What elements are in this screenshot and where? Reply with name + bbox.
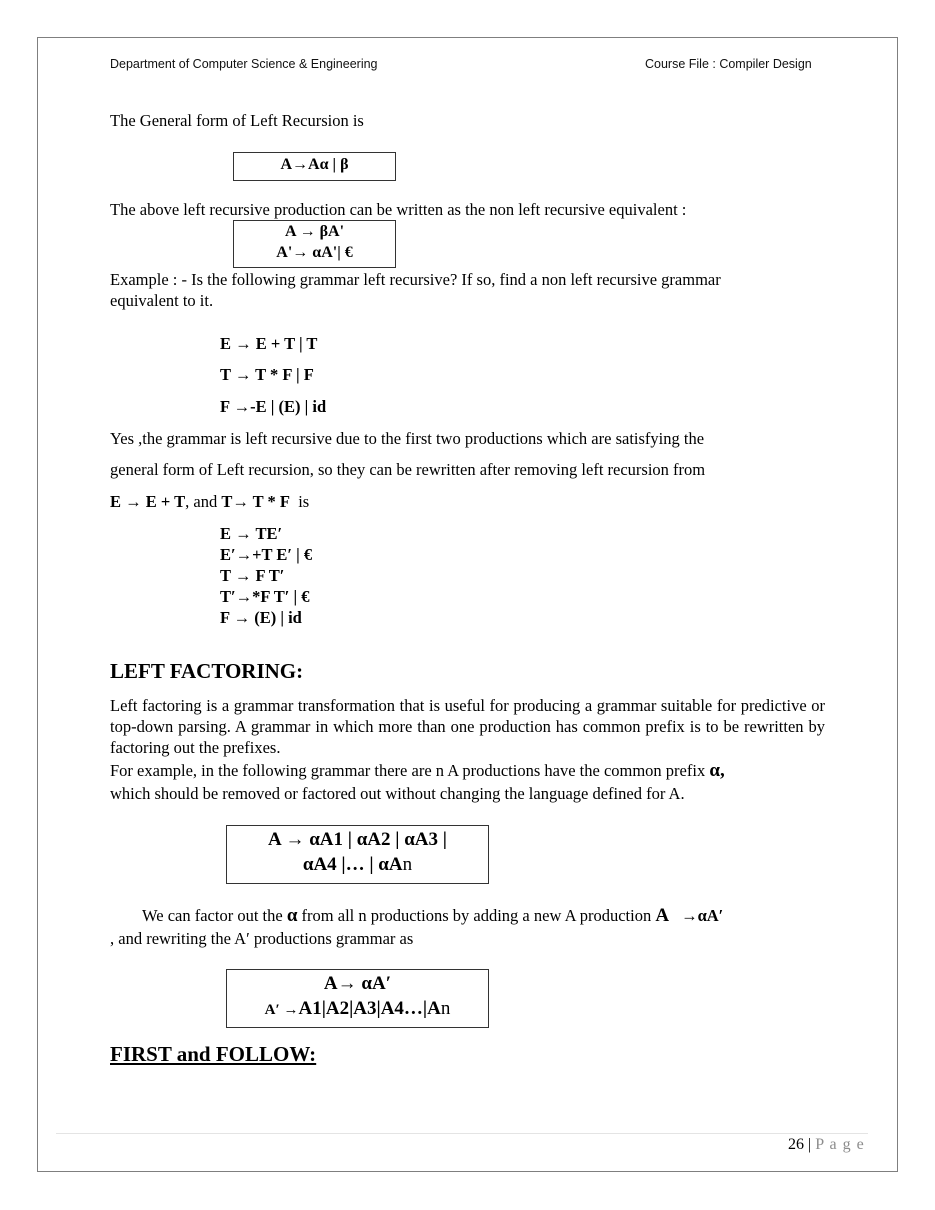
factor-out-text2: from all n productions by adding a new A production xyxy=(297,906,656,925)
page-label: P a g e xyxy=(815,1136,865,1153)
left-factoring-heading: LEFT FACTORING: xyxy=(110,659,304,683)
page-separator: | xyxy=(808,1136,812,1153)
factor-out-line1 xyxy=(142,905,723,926)
answer-and-text: , and xyxy=(185,492,222,511)
example-prefix-text: For example, in the following grammar there are n A productions have the common prefix xyxy=(110,761,710,780)
left-recursion-form: A→Aα | β xyxy=(280,156,349,173)
factor-out-line2: , and rewriting the A′ productions grammar as xyxy=(110,929,414,948)
rewritten-production-5: F → (E) | id xyxy=(220,608,302,627)
grammar-production-f: F →-E | (E) | id xyxy=(220,397,327,416)
left-factoring-para2 xyxy=(110,760,725,781)
rewritten-production-3: T → F T′ xyxy=(220,566,285,585)
left-factoring-para1: Left factoring is a grammar transformation that is useful for producing a grammar suitable for predictive or top-down parsing. A grammar in which more than one production has common prefix is to be rewritten by factoring out the prefixes. xyxy=(110,696,825,757)
left-factoring-grammar-box xyxy=(226,825,489,884)
header-course: Course File : Compiler Design xyxy=(645,57,812,71)
equivalent-text: The above left recursive production can be written as the non left recursive equivalent : xyxy=(110,200,687,219)
non-left-recursive-line2: A'→ αA'| € xyxy=(276,244,353,261)
left-recursion-form-box xyxy=(233,152,396,181)
answer-line1: Yes ,the grammar is left recursive due to the first two productions which are satisfying the xyxy=(110,429,705,448)
answer-line3 xyxy=(110,491,309,512)
factor-prod-arrow: → xyxy=(681,906,698,925)
rewritten-grammar xyxy=(220,523,312,628)
non-left-recursive-box xyxy=(233,220,396,268)
first-follow-heading: FIRST and FOLLOW: xyxy=(110,1042,317,1066)
header-department: Department of Computer Science & Engineering xyxy=(110,57,378,71)
factor-out-text1: We can factor out the xyxy=(142,906,287,925)
left-factoring-grammar-line2 xyxy=(227,854,488,876)
rewritten-production-2: E′→+T E′ | € xyxy=(220,545,313,564)
factored-grammar-line2-lhs: A′ → xyxy=(264,1002,299,1018)
alpha-prefix: α, xyxy=(709,760,725,781)
factor-out-alpha: α xyxy=(286,905,298,926)
factor-prod-a: A xyxy=(655,905,670,926)
grammar-production-t: T → T * F | F xyxy=(220,365,314,384)
factored-grammar-line2-n: n xyxy=(440,998,451,1019)
factored-grammar-line1: A→ αA′ xyxy=(323,973,392,994)
answer-production-t: T→ T * F xyxy=(221,492,290,511)
general-form-text: The General form of Left Recursion is xyxy=(110,111,364,130)
non-left-recursive-line1: A → βA' xyxy=(284,223,345,240)
footer-page xyxy=(788,1136,865,1154)
factored-grammar-line2 xyxy=(227,998,488,1020)
left-factoring-grammar-line2-n: n xyxy=(402,854,413,875)
example-question-line1: Example : - Is the following grammar left recursive? If so, find a non left recursive grammar xyxy=(110,270,721,289)
answer-production-e: E → E + T xyxy=(110,492,186,511)
grammar-production-e: E → E + T | T xyxy=(220,334,318,353)
page-number: 26 xyxy=(788,1136,804,1153)
factor-prod-rhs: αA′ xyxy=(697,906,724,925)
answer-line2: general form of Left recursion, so they can be rewritten after removing left recursion from xyxy=(110,460,706,479)
factored-grammar-box xyxy=(226,969,489,1028)
example-question-line2: equivalent to it. xyxy=(110,291,214,310)
left-factoring-para2-line2: which should be removed or factored out without changing the language defined for A. xyxy=(110,784,685,803)
left-factoring-grammar-line2-bold: αA4 |… | αA xyxy=(302,854,403,875)
factored-grammar-line2-bold: A1|A2|A3|A4…|A xyxy=(298,998,441,1019)
rewritten-production-4: T′→*F T′ | € xyxy=(220,587,310,606)
answer-is-text: is xyxy=(289,492,310,511)
footer-divider xyxy=(56,1133,868,1134)
rewritten-production-1: E → TE′ xyxy=(220,524,283,543)
left-factoring-grammar-line1: A → αA1 | αA2 | αA3 | xyxy=(268,829,447,850)
